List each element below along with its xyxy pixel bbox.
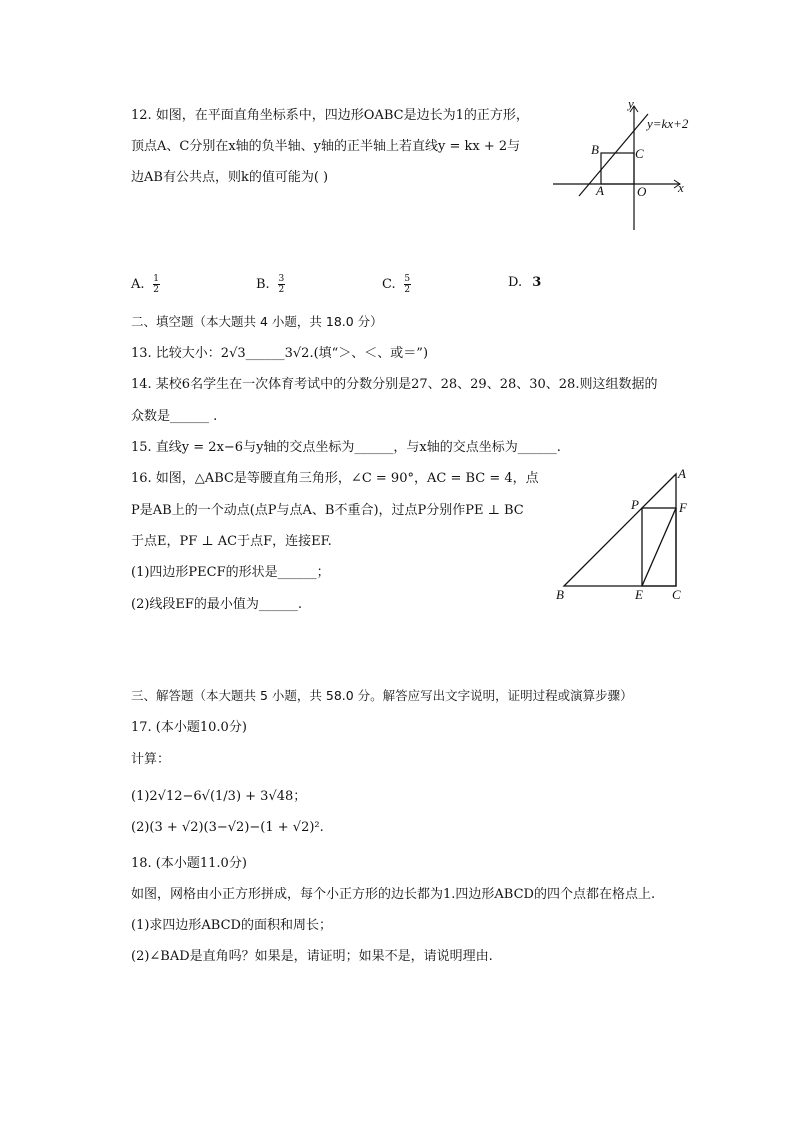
q12-line-3: 边AB有公共点，则k的值可能为( ) xyxy=(131,170,329,185)
q17-part-1: (1)2√12−6√(1/3) + 3√48； xyxy=(131,789,307,804)
option-b-fraction xyxy=(278,274,285,295)
label-E: E xyxy=(635,587,643,602)
label-y: y xyxy=(628,96,634,111)
label-B: B xyxy=(591,142,599,157)
q14-line-1: 14. 某校6名学生在一次体育考试中的分数分别是27、28、29、28、30、28.则这组数据的 xyxy=(131,377,658,392)
q18-line-1: 如图，网格由小正方形拼成，每个小正方形的边长都为1.四边形ABCD的四个点都在格点上. xyxy=(131,887,656,902)
label-C: C xyxy=(635,146,644,161)
label-A: A xyxy=(678,466,686,481)
segment-ef xyxy=(642,508,676,586)
option-b-num: 3 xyxy=(278,274,285,284)
section-3-heading: 三、解答题（本大题共 5 小题，共 58.0 分。解答应写出文字说明，证明过程或演算步骤） xyxy=(131,688,633,703)
q15: 15. 直线y = 2x−6与y轴的交点坐标为______，与x轴的交点坐标为______. xyxy=(131,440,561,455)
option-c-letter: C. xyxy=(382,277,396,292)
q16-triangle-figure xyxy=(550,462,700,607)
label-P: P xyxy=(631,497,639,512)
q14-line-2: 众数是______ . xyxy=(131,409,218,424)
square-oabc xyxy=(601,153,634,184)
option-a-fraction xyxy=(153,274,160,295)
label-F: F xyxy=(679,500,687,515)
option-a-den: 2 xyxy=(153,285,160,295)
option-a xyxy=(131,274,160,295)
option-a-letter: A. xyxy=(131,277,145,292)
option-d-letter: D. xyxy=(508,275,523,290)
option-c xyxy=(382,274,411,295)
option-b-den: 2 xyxy=(278,285,285,295)
q16-line-2: P是AB上的一个动点(点P与点A、B不重合)，过点P分别作PE ⊥ BC xyxy=(131,503,524,518)
q17-header: 17. (本小题10.0分) xyxy=(131,720,247,735)
q18-line-3: (2)∠BAD是直角吗？如果是，请证明；如果不是，请说明理由. xyxy=(131,949,493,964)
option-c-den: 2 xyxy=(404,285,411,295)
q16-line-5: (2)线段EF的最小值为______. xyxy=(131,597,303,612)
label-C: C xyxy=(672,587,681,602)
q12-coordinate-figure xyxy=(548,96,698,236)
option-d xyxy=(508,275,541,290)
label-A: A xyxy=(596,183,604,198)
label-B: B xyxy=(556,587,564,602)
q16-line-4: (1)四边形PECF的形状是______； xyxy=(131,565,330,580)
option-c-num: 5 xyxy=(404,274,411,284)
option-c-fraction xyxy=(404,274,411,295)
label-x: x xyxy=(678,180,684,195)
q13: 13. 比较大小：2√3______3√2.(填“＞、＜、或＝”) xyxy=(131,346,429,361)
q17-intro: 计算： xyxy=(131,752,171,767)
option-b xyxy=(256,274,285,295)
q12-line-1: 12. 如图，在平面直角坐标系中，四边形OABC是边长为1的正方形， xyxy=(131,108,529,123)
q17-part-2: (2)(3 + √2)(3−√2)−(1 + √2)². xyxy=(131,820,324,835)
label-O: O xyxy=(637,184,647,199)
q16-line-3: 于点E，PF ⊥ AC于点F，连接EF. xyxy=(131,534,332,549)
option-a-num: 1 xyxy=(153,274,160,284)
q18-header: 18. (本小题11.0分) xyxy=(131,856,247,871)
triangle-abc xyxy=(564,474,676,586)
label-line: y=kx+2 xyxy=(647,116,689,131)
q18-line-2: (1)求四边形ABCD的面积和周长； xyxy=(131,918,332,933)
q16-line-1: 16. 如图，△ABC是等腰直角三角形，∠C = 90°，AC = BC = 4，点 xyxy=(131,471,539,486)
option-b-letter: B. xyxy=(256,277,270,292)
option-d-value: 3 xyxy=(532,275,542,290)
q12-line-2: 顶点A、C分别在x轴的负半轴、y轴的正半轴上若直线y = kx + 2与 xyxy=(131,139,521,154)
section-2-heading: 二、填空题（本大题共 4 小题，共 18.0 分） xyxy=(131,314,383,329)
